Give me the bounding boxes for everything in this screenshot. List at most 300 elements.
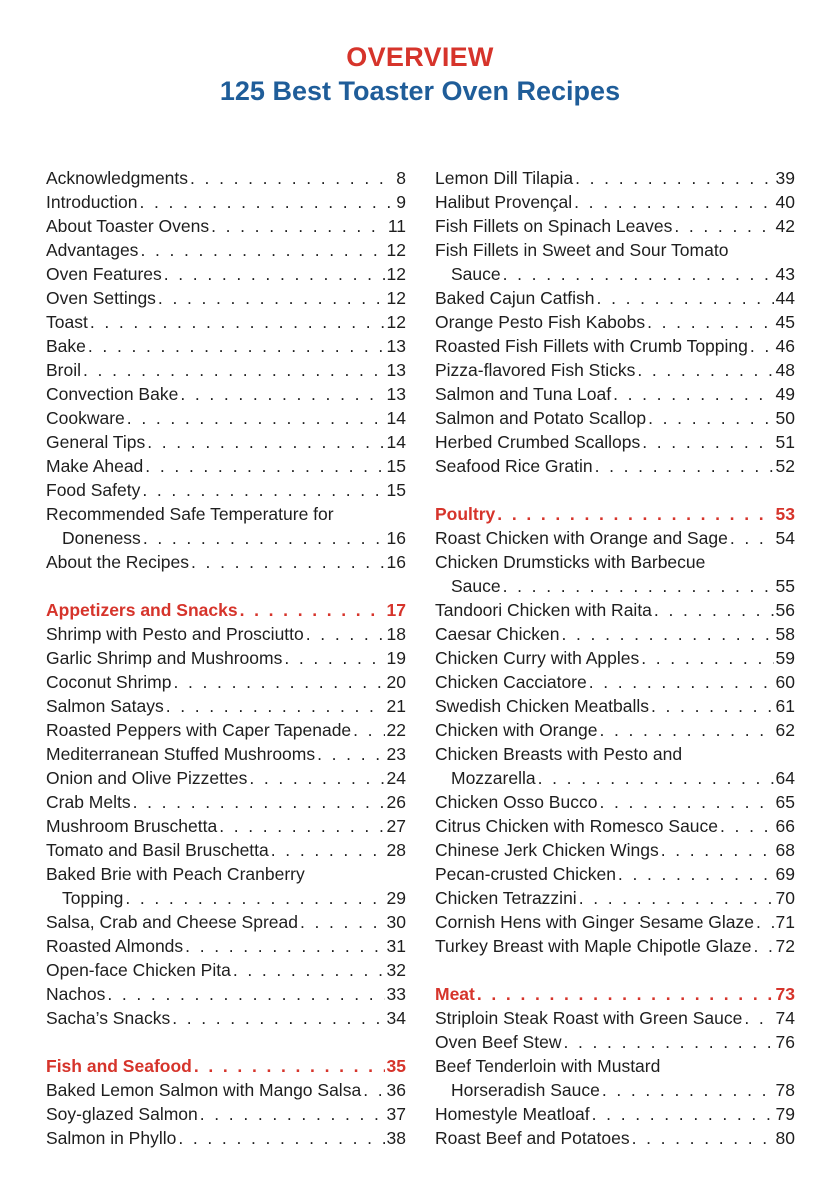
toc-entry: [46, 694, 406, 718]
dot-leader: [742, 1006, 773, 1030]
toc-entry: [435, 1126, 795, 1150]
toc-page-number: 49: [775, 384, 795, 404]
toc-page-number: 52: [775, 456, 795, 476]
dot-leader: [164, 694, 385, 718]
dot-leader: [88, 310, 385, 334]
dot-leader: [728, 526, 774, 550]
toc-entry-title: Chicken Cacciatore: [435, 672, 587, 692]
dot-leader: [751, 934, 773, 958]
toc-entry: [46, 1126, 406, 1150]
toc-entry-title: Open-face Chicken Pita: [46, 960, 231, 980]
dot-leader: [475, 982, 774, 1006]
toc-entry-title: About Toaster Ovens: [46, 216, 210, 236]
dot-leader: [561, 1030, 773, 1054]
toc-entry-title: Salmon Satays: [46, 696, 164, 716]
toc-page-number: 13: [386, 384, 406, 404]
dot-leader: [131, 790, 385, 814]
toc-entry-title: Garlic Shrimp and Mushrooms: [46, 648, 283, 668]
toc-page-number: 32: [386, 960, 406, 980]
toc-entry: [46, 1102, 406, 1126]
toc-entry-title: Pecan-crusted Chicken: [435, 864, 616, 884]
dot-leader: [595, 286, 774, 310]
toc-entry-title: Bake: [46, 336, 86, 356]
toc-entry-title: Mushroom Bruschetta: [46, 816, 218, 836]
toc-entry: [46, 790, 406, 814]
toc-entry: [435, 646, 795, 670]
toc-entry-title: Cornish Hens with Ginger Sesame Glaze: [435, 912, 755, 932]
toc-entry-title: Mozzarella: [451, 768, 536, 788]
toc-page-number: 65: [775, 792, 795, 812]
toc-entry-title-line: Fish Fillets in Sweet and Sour Tomato: [435, 240, 729, 260]
toc-entry-title: Advantages: [46, 240, 139, 260]
toc-entry-title-line: Baked Brie with Peach Cranberry: [46, 864, 305, 884]
toc-entry: [46, 910, 406, 934]
toc-entry: [46, 958, 406, 982]
toc-page-number: 73: [775, 984, 795, 1004]
toc-entry: [46, 430, 406, 454]
toc-entry: [435, 166, 795, 190]
toc-entry: [46, 214, 406, 238]
toc-entry: [435, 1006, 795, 1030]
toc-entry-title-line: Chicken Drumsticks with Barbecue: [435, 552, 706, 572]
toc-page-number: 26: [386, 792, 406, 812]
dot-leader: [217, 814, 384, 838]
toc-page-number: 12: [386, 240, 406, 260]
toc-page-number: 40: [775, 192, 795, 212]
toc-entry: [46, 382, 406, 406]
toc-entry-title: Salmon in Phyllo: [46, 1128, 177, 1148]
toc-entry-title: Toast: [46, 312, 88, 332]
dot-leader: [635, 358, 773, 382]
toc-entry: [46, 718, 406, 742]
toc-entry: [46, 766, 406, 790]
toc-page-number: 44: [775, 288, 795, 308]
section-gap: [435, 958, 795, 982]
toc-page-number: 59: [775, 648, 795, 668]
dot-leader: [645, 310, 773, 334]
toc-entry-title: Salmon and Potato Scallop: [435, 408, 647, 428]
toc-page-number: 53: [775, 504, 795, 524]
toc-page-number: 48: [775, 360, 795, 380]
dot-leader: [718, 814, 774, 838]
toc-entry-title: Nachos: [46, 984, 106, 1004]
toc-entry-title: Fish Fillets on Spinach Leaves: [435, 216, 673, 236]
dot-leader: [188, 166, 394, 190]
toc-page-number: 17: [386, 600, 406, 620]
toc-entry: [46, 982, 406, 1006]
toc-page-number: 61: [775, 696, 795, 716]
toc-page-number: 28: [386, 840, 406, 860]
toc-entry-title: Food Safety: [46, 480, 141, 500]
book-title: 125 Best Toaster Oven Recipes: [219, 76, 621, 106]
toc-entry-title: Chicken with Orange: [435, 720, 598, 740]
toc-page-number: 31: [386, 936, 406, 956]
toc-entry: [435, 886, 795, 910]
dot-leader: [238, 598, 385, 622]
dot-leader: [351, 718, 384, 742]
toc-entry-title: Roast Chicken with Orange and Sage: [435, 528, 728, 548]
dot-leader: [616, 862, 774, 886]
toc-page-number: 16: [386, 552, 406, 572]
toc-page-number: 51: [775, 432, 795, 452]
toc-entry: [46, 406, 406, 430]
toc-entry: [435, 454, 795, 478]
toc-entry: [46, 526, 406, 550]
toc-page-number: 70: [775, 888, 795, 908]
dot-leader: [597, 718, 773, 742]
toc-page-number: 15: [386, 480, 406, 500]
toc-entry: [435, 358, 795, 382]
toc-entry-title: Broil: [46, 360, 82, 380]
toc-entry-title: Halibut Provençal: [435, 192, 573, 212]
toc-entry: [435, 286, 795, 310]
toc-entry: [435, 526, 795, 550]
toc-section-heading: [435, 502, 795, 526]
dot-leader: [178, 382, 384, 406]
toc-entry: [435, 910, 795, 934]
page-header: [0, 40, 840, 108]
toc-entry-title: Chicken Curry with Apples: [435, 648, 640, 668]
toc-entry-title: Meat: [435, 984, 475, 1004]
toc-page-number: 19: [386, 648, 406, 668]
toc-page-number: 66: [775, 816, 795, 836]
toc-page-number: 18: [386, 624, 406, 644]
toc-entry: [435, 1078, 795, 1102]
toc-entry: [435, 190, 795, 214]
toc-entry-title: Roasted Fish Fillets with Crumb Topping: [435, 336, 748, 356]
toc-entry-title: Baked Lemon Salmon with Mango Salsa: [46, 1080, 362, 1100]
toc-page-number: 30: [386, 912, 406, 932]
toc-page-number: 33: [386, 984, 406, 1004]
toc-entry: [435, 862, 795, 886]
toc-entry: [435, 334, 795, 358]
toc-page-number: 24: [386, 768, 406, 788]
dot-leader: [189, 550, 385, 574]
toc-page-number: 39: [775, 168, 795, 188]
toc-entry-title: Poultry: [435, 504, 496, 524]
dot-leader: [572, 190, 773, 214]
toc-entry: [46, 190, 406, 214]
dot-leader: [501, 262, 774, 286]
toc-entry-title: About the Recipes: [46, 552, 190, 572]
toc-page-number: 72: [775, 936, 795, 956]
toc-entry: [435, 790, 795, 814]
toc-page-number: 12: [386, 264, 406, 284]
dot-leader: [192, 1054, 385, 1078]
toc-entry: [435, 382, 795, 406]
toc-entry-title: Introduction: [46, 192, 138, 212]
toc-page-number: 29: [386, 888, 406, 908]
toc-entry-title: Make Ahead: [46, 456, 144, 476]
toc-page-number: 23: [386, 744, 406, 764]
toc-entry: [435, 1102, 795, 1126]
toc-page-number: 42: [775, 216, 795, 236]
dot-leader: [86, 334, 385, 358]
toc-page-number: 68: [775, 840, 795, 860]
toc-page-number: 38: [386, 1128, 406, 1148]
dot-leader: [143, 454, 384, 478]
toc-entry-title: Chicken Osso Bucco: [435, 792, 598, 812]
dot-leader: [652, 598, 774, 622]
toc-entry-title: Shrimp with Pesto and Prosciutto: [46, 624, 304, 644]
dot-leader: [170, 1006, 384, 1030]
toc-entry-title: Acknowledgments: [46, 168, 189, 188]
toc-page-number: 54: [775, 528, 795, 548]
toc-entry: [46, 238, 406, 262]
toc-entry-title: Striploin Steak Roast with Green Sauce: [435, 1008, 743, 1028]
toc-page-number: 64: [775, 768, 795, 788]
dot-leader: [590, 1102, 774, 1126]
toc-entry: [46, 1006, 406, 1030]
toc-page-number: 37: [386, 1104, 406, 1124]
toc-page-number: 36: [386, 1080, 406, 1100]
toc-column-left: [46, 166, 406, 1150]
dot-leader: [125, 406, 385, 430]
dot-leader: [231, 958, 385, 982]
toc-entry: [46, 838, 406, 862]
toc-entry: [435, 574, 795, 598]
toc-page-number: 9: [396, 192, 406, 212]
toc-entry-title: Oven Features: [46, 264, 162, 284]
section-gap: [46, 1030, 406, 1054]
dot-leader: [597, 790, 773, 814]
dot-leader: [304, 622, 385, 646]
dot-leader: [639, 646, 773, 670]
toc-entry: [435, 766, 795, 790]
toc-section-heading: [435, 982, 795, 1006]
toc-entry: [46, 286, 406, 310]
dot-leader: [536, 766, 774, 790]
toc-page-number: 55: [775, 576, 795, 596]
dot-leader: [630, 1126, 774, 1150]
toc-page-number: 22: [386, 720, 406, 740]
toc-entry-title: Chicken Tetrazzini: [435, 888, 577, 908]
toc-entry-title: Onion and Olive Pizzettes: [46, 768, 248, 788]
toc-entry: [46, 478, 406, 502]
toc-entry: [46, 358, 406, 382]
toc-entry-title: Oven Beef Stew: [435, 1032, 562, 1052]
toc-page-number: 27: [386, 816, 406, 836]
toc-entry-title: Sacha’s Snacks: [46, 1008, 171, 1028]
dot-leader: [81, 358, 385, 382]
toc-entry-title: Sauce: [451, 264, 501, 284]
overview-heading: OVERVIEW: [346, 42, 494, 72]
toc-entry-title: Salmon and Tuna Loaf: [435, 384, 612, 404]
toc-entry: [46, 262, 406, 286]
toc-entry-title: Tandoori Chicken with Raita: [435, 600, 652, 620]
toc-entry-title: Roast Beef and Potatoes: [435, 1128, 630, 1148]
toc-entry: [435, 814, 795, 838]
dot-leader: [171, 670, 384, 694]
toc-entry: [435, 406, 795, 430]
toc-entry: [435, 310, 795, 334]
toc-entry-title: Homestyle Meatloaf: [435, 1104, 590, 1124]
toc-entry: [46, 742, 406, 766]
toc-entry-title-line: Beef Tenderloin with Mustard: [435, 1056, 661, 1076]
toc-entry-title-line: Recommended Safe Temperature for: [46, 504, 334, 524]
toc-entry-title: Coconut Shrimp: [46, 672, 172, 692]
toc-page-number: 46: [775, 336, 795, 356]
toc-page-number: 58: [775, 624, 795, 644]
toc-column-right: [435, 166, 795, 1150]
toc-entry: [46, 646, 406, 670]
toc-entry-title: Roasted Almonds: [46, 936, 184, 956]
toc-entry-title: Herbed Crumbed Scallops: [435, 432, 641, 452]
dot-leader: [748, 334, 774, 358]
section-gap: [435, 478, 795, 502]
dot-leader: [640, 430, 773, 454]
toc-entry-title: Lemon Dill Tilapia: [435, 168, 574, 188]
dot-leader: [137, 190, 394, 214]
toc-entry-title: Roasted Peppers with Caper Tapenade: [46, 720, 352, 740]
toc-page-number: 15: [386, 456, 406, 476]
toc-entry-title: Oven Settings: [46, 288, 156, 308]
dot-leader: [105, 982, 384, 1006]
dot-leader: [138, 238, 384, 262]
dot-leader: [754, 910, 774, 934]
toc-entry-title: Caesar Chicken: [435, 624, 560, 644]
toc-page-number: 12: [386, 288, 406, 308]
toc-entry: [435, 670, 795, 694]
toc-entry-title: Chinese Jerk Chicken Wings: [435, 840, 659, 860]
dot-leader: [649, 694, 774, 718]
toc-entry: [46, 934, 406, 958]
toc-entry-title: Salsa, Crab and Cheese Spread: [46, 912, 298, 932]
dot-leader: [141, 526, 385, 550]
toc-page-number: 71: [775, 912, 795, 932]
toc-entry: [46, 886, 406, 910]
toc-page-number: 78: [775, 1080, 795, 1100]
toc-entry-title: Fish and Seafood: [46, 1056, 192, 1076]
toc-entry-title: Cookware: [46, 408, 125, 428]
toc-entry: [435, 934, 795, 958]
toc-entry: [46, 622, 406, 646]
dot-leader: [176, 1126, 384, 1150]
dot-leader: [123, 886, 384, 910]
toc-page-number: 60: [775, 672, 795, 692]
toc-entry: [435, 1030, 795, 1054]
dot-leader: [646, 406, 773, 430]
toc-entry-title: Appetizers and Snacks: [46, 600, 238, 620]
toc-page-number: 80: [775, 1128, 795, 1148]
toc-entry-title: Crab Melts: [46, 792, 131, 812]
toc-page-number: 45: [775, 312, 795, 332]
toc-page-number: 14: [386, 408, 406, 428]
dot-leader: [611, 382, 773, 406]
dot-leader: [209, 214, 386, 238]
toc-entry: [46, 550, 406, 574]
toc-page-number: 62: [775, 720, 795, 740]
toc-entry-title: Soy-glazed Salmon: [46, 1104, 198, 1124]
toc-entry-title-line: Chicken Breasts with Pesto and: [435, 744, 683, 764]
toc-entry-title: Orange Pesto Fish Kabobs: [435, 312, 646, 332]
toc-entry-title: Doneness: [62, 528, 141, 548]
toc-entry: [435, 214, 795, 238]
toc-entry-title: Seafood Rice Gratin: [435, 456, 593, 476]
dot-leader: [140, 478, 384, 502]
toc-entry-title: Baked Cajun Catfish: [435, 288, 595, 308]
dot-leader: [198, 1102, 385, 1126]
toc-page-number: 56: [775, 600, 795, 620]
toc-entry: [435, 718, 795, 742]
toc-entry: [46, 814, 406, 838]
dot-leader: [672, 214, 773, 238]
dot-leader: [162, 262, 385, 286]
toc-entry: [435, 694, 795, 718]
toc-entry: [435, 838, 795, 862]
toc-entry-title: Citrus Chicken with Romesco Sauce: [435, 816, 719, 836]
dot-leader: [600, 1078, 774, 1102]
toc-entry: [46, 334, 406, 358]
dot-leader: [298, 910, 385, 934]
toc-entry: [46, 454, 406, 478]
toc-page-number: 8: [396, 168, 406, 188]
section-gap: [46, 574, 406, 598]
toc-entry: [435, 598, 795, 622]
dot-leader: [577, 886, 774, 910]
toc-page-number: 69: [775, 864, 795, 884]
toc-page-number: 21: [386, 696, 406, 716]
toc-entry-title: Turkey Breast with Maple Chipotle Glaze: [435, 936, 752, 956]
dot-leader: [560, 622, 774, 646]
dot-leader: [315, 742, 384, 766]
toc-entry: [46, 310, 406, 334]
toc-page-number: 13: [386, 336, 406, 356]
toc-entry: [46, 670, 406, 694]
toc-page-number: 74: [775, 1008, 795, 1028]
toc-entry-title: General Tips: [46, 432, 146, 452]
dot-leader: [183, 934, 384, 958]
toc-page-number: 12: [386, 312, 406, 332]
toc-section-heading: [46, 598, 406, 622]
toc-page-number: 14: [386, 432, 406, 452]
toc-entry-title: Swedish Chicken Meatballs: [435, 696, 649, 716]
toc-entry-title: Pizza-flavored Fish Sticks: [435, 360, 636, 380]
toc-entry-title: Sauce: [451, 576, 501, 596]
dot-leader: [156, 286, 385, 310]
toc-entry-title: Topping: [62, 888, 124, 908]
dot-leader: [361, 1078, 384, 1102]
toc-entry-title: Horseradish Sauce: [451, 1080, 600, 1100]
dot-leader: [269, 838, 385, 862]
toc-section-heading: [46, 1054, 406, 1078]
dot-leader: [145, 430, 384, 454]
toc-page-number: 76: [775, 1032, 795, 1052]
dot-leader: [501, 574, 774, 598]
toc-page-number: 13: [386, 360, 406, 380]
dot-leader: [573, 166, 773, 190]
dot-leader: [495, 502, 773, 526]
dot-leader: [593, 454, 774, 478]
toc-entry: [435, 430, 795, 454]
toc-page-number: 16: [386, 528, 406, 548]
toc-entry: [435, 622, 795, 646]
dot-leader: [659, 838, 774, 862]
toc-entry-title: Mediterranean Stuffed Mushrooms: [46, 744, 316, 764]
toc-page-number: 79: [775, 1104, 795, 1124]
dot-leader: [247, 766, 384, 790]
dot-leader: [282, 646, 384, 670]
toc-entry: [46, 1078, 406, 1102]
toc-page-number: 20: [386, 672, 406, 692]
toc-page-number: 35: [386, 1056, 406, 1076]
toc-entry: [46, 166, 406, 190]
toc-page-number: 11: [387, 216, 406, 236]
toc-page-number: 43: [775, 264, 795, 284]
toc-entry-title: Convection Bake: [46, 384, 179, 404]
toc-page-number: 34: [386, 1008, 406, 1028]
toc-page-number: 50: [775, 408, 795, 428]
